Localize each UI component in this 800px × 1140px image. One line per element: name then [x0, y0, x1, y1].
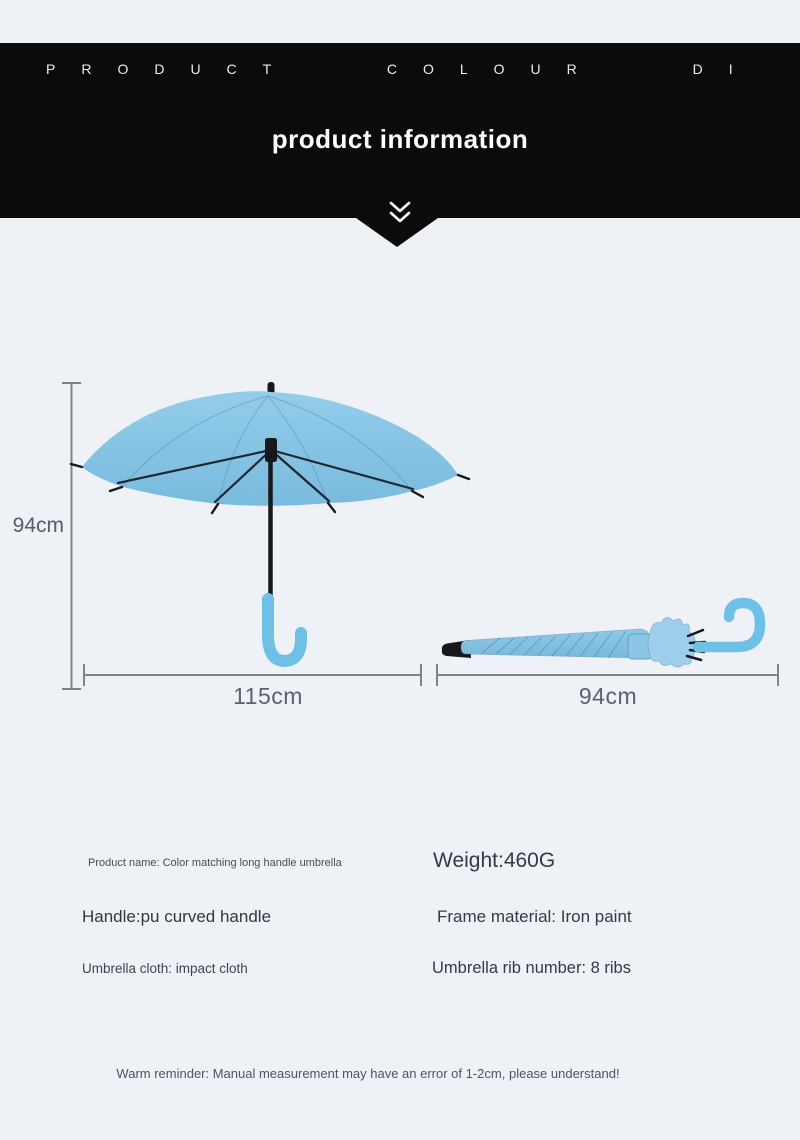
chevron-double-down-icon — [387, 200, 413, 228]
spec-handle: Handle:pu curved handle — [82, 907, 272, 926]
width-dimension-label: 115cm — [233, 683, 303, 709]
spec-product-name: Product name: Color matching long handle umbrella — [88, 857, 342, 869]
folded-umbrella-illustration — [442, 603, 760, 667]
curved-handle — [268, 599, 301, 661]
folded-body — [461, 629, 651, 658]
fold-crown — [648, 617, 695, 667]
page-title: product information — [271, 124, 529, 154]
length-dimension-label: 94cm — [578, 683, 638, 709]
umbrella-dimension-diagram — [0, 370, 800, 710]
header-banner — [0, 43, 800, 218]
spec-umbrella-cloth: Umbrella cloth: impact cloth — [82, 961, 248, 976]
spec-rib-number: Umbrella rib number: 8 ribs — [432, 959, 631, 977]
folded-curved-handle — [698, 603, 760, 647]
warm-reminder-text: Warm reminder: Manual measurement may have an error of 1-2cm, please understand! — [116, 1066, 620, 1081]
spec-frame-material: Frame material: Iron paint — [437, 907, 632, 926]
spec-weight: Weight:460G — [433, 849, 556, 872]
open-umbrella-illustration — [71, 382, 469, 661]
height-dimension-label: 94cm — [12, 514, 64, 537]
runner-collar — [265, 438, 277, 462]
height-dimension-line — [62, 383, 81, 689]
banner-tagline: PRODUCT COLOUR DI — [46, 61, 759, 77]
